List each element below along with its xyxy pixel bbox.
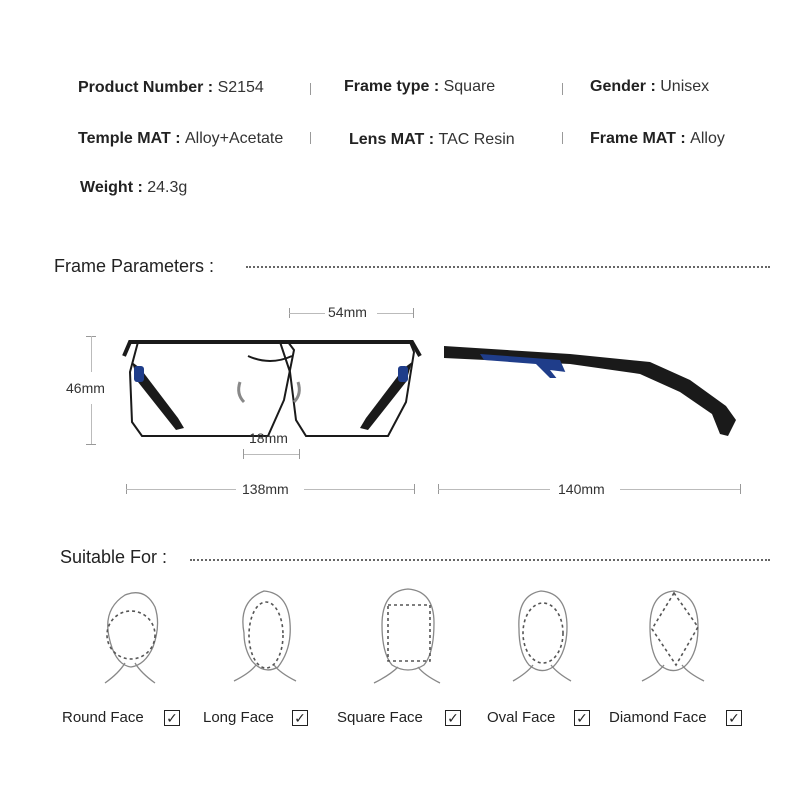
bridge-line [243,454,299,455]
divider [310,132,311,144]
face-label-long: Long Face [203,709,274,726]
spec-temple-mat: Temple MAT : Alloy+Acetate [78,130,284,147]
bridge-label: 18mm [249,430,288,446]
frame-width-line [304,489,414,490]
temple-length-line [438,489,550,490]
checkbox-square-face[interactable]: ✓ [445,710,461,726]
checkbox-oval-face[interactable]: ✓ [574,710,590,726]
square-face-icon [372,583,442,688]
face-label-round: Round Face [62,709,144,726]
lens-width-line [377,313,413,314]
spec-value: Unisex [660,78,710,95]
spec-label: Frame MAT [590,130,676,147]
dim-tick [740,484,741,494]
spec-lens-mat: Lens MAT : TAC Resin [349,131,515,148]
face-label-diamond: Diamond Face [609,709,707,726]
dim-tick [86,444,96,445]
checkbox-diamond-face[interactable]: ✓ [726,710,742,726]
long-face-icon [230,583,300,688]
diamond-face-icon [638,583,708,688]
dim-tick [299,449,300,459]
frame-parameters-title: Frame Parameters : [54,256,215,276]
spec-label: Frame type [344,78,430,95]
spec-label: Gender [590,78,647,95]
temple-length-label: 140mm [558,481,605,497]
spec-label: Product Number [78,79,204,96]
spec-weight: Weight : 24.3g [80,179,188,196]
suitable-for-title: Suitable For : [60,547,168,567]
temple-length-line [620,489,740,490]
round-face-icon [95,585,165,690]
dim-tick [414,484,415,494]
dim-tick [243,449,244,459]
lens-width-label: 54mm [328,304,367,320]
spec-value: Square [443,78,496,95]
frame-width-line [126,489,236,490]
lens-height-line [91,404,92,444]
dotted-divider [190,559,770,561]
spec-frame-type: Frame type : Square [344,78,496,95]
divider [310,83,311,95]
spec-value: Alloy+Acetate [184,130,284,147]
lens-height-label: 46mm [66,380,105,396]
glasses-front-view [120,332,420,442]
spec-label: Temple MAT [78,130,171,147]
spec-value: Alloy [690,130,725,147]
frame-width-label: 138mm [242,481,289,497]
divider [562,83,563,95]
face-label-square: Square Face [337,709,423,726]
spec-value: TAC Resin [438,131,515,148]
spec-value: 24.3g [147,179,188,196]
spec-gender: Gender : Unisex [590,78,710,95]
spec-product-number: Product Number : S2154 [78,79,264,96]
spec-label: Lens MAT [349,131,425,148]
lens-width-line [289,313,325,314]
checkbox-round-face[interactable]: ✓ [164,710,180,726]
lens-height-line [91,336,92,372]
divider [562,132,563,144]
spec-label: Weight [80,179,134,196]
oval-face-icon [507,583,577,688]
dotted-divider [246,266,770,268]
dim-tick [413,308,414,318]
glasses-side-view [440,340,740,440]
spec-value: S2154 [217,79,264,96]
face-label-oval: Oval Face [487,709,556,726]
checkbox-long-face[interactable]: ✓ [292,710,308,726]
spec-frame-mat: Frame MAT : Alloy [590,130,725,147]
